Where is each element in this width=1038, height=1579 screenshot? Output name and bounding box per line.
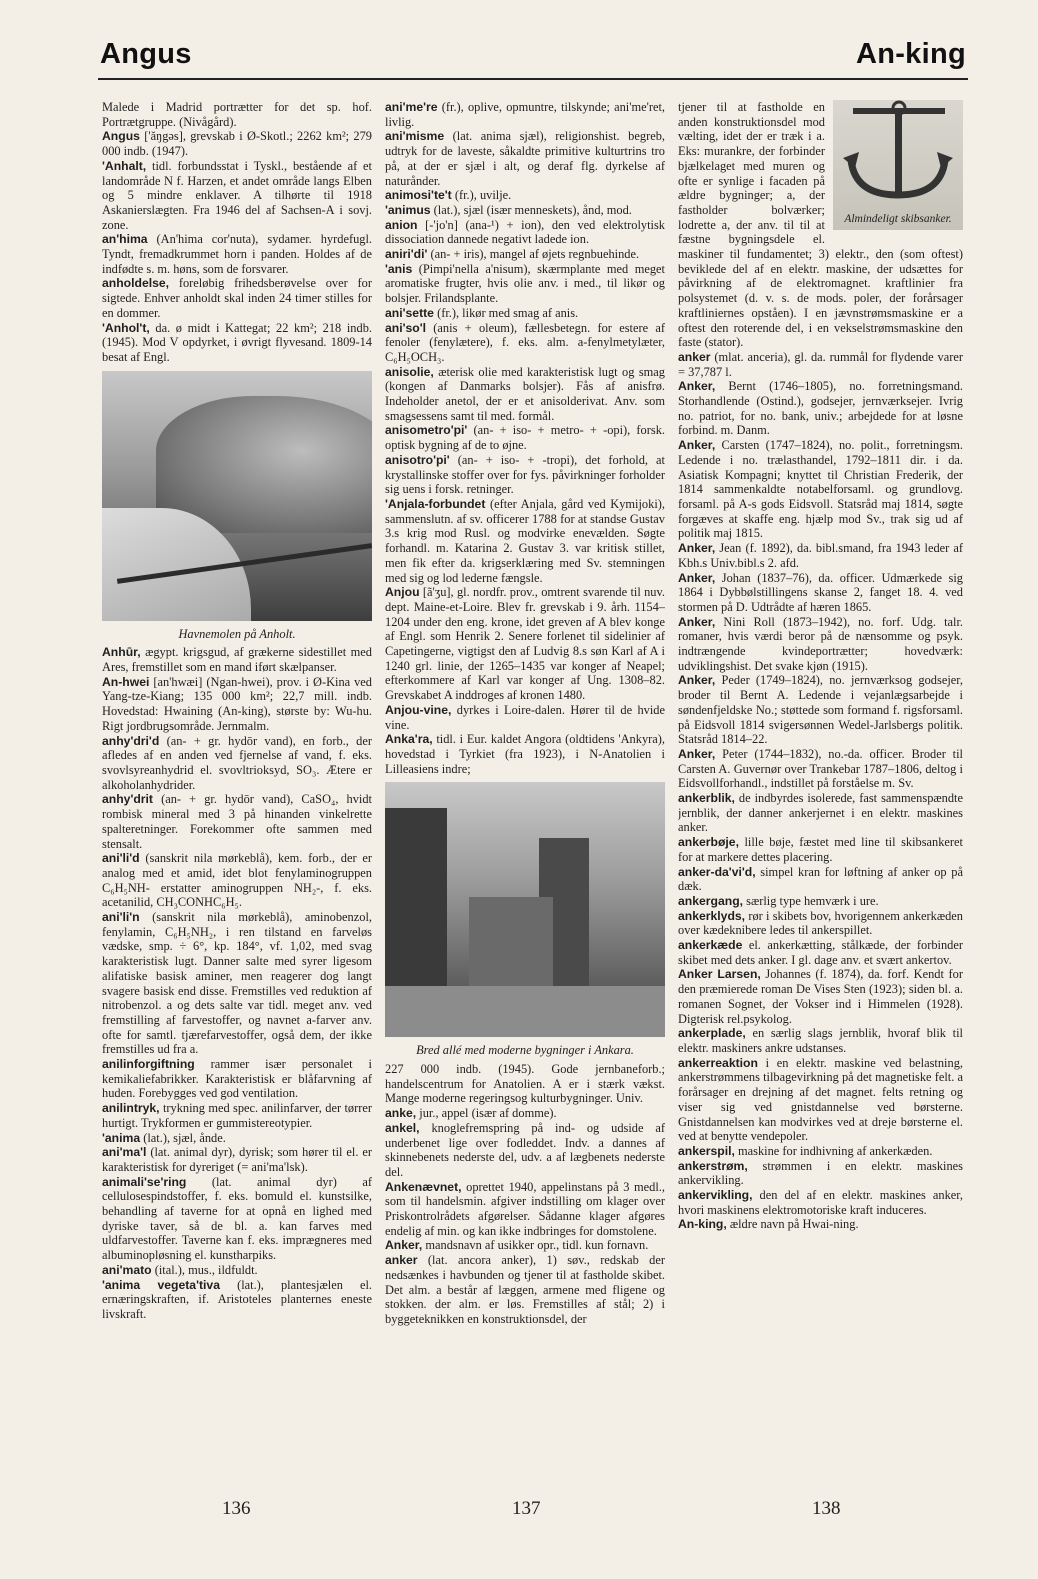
entry	[678, 1026, 963, 1055]
headword: 'anis	[385, 261, 413, 276]
entry-text: rammer især personalet i kemikaliefabrikker. Karakteristisk er blåfarvning af huden. Forebygges ved god ventilation.	[102, 1057, 372, 1101]
entry-text: Bernt (1746–1805), no. forretningsmand. Storhandlende (Ostind.), godsejer, jernværksejer. Ivrig no. patriot, for no. bank, univ.; arbejdede for at løsne forbind. m. Danm.	[678, 379, 963, 438]
headword: anke,	[385, 1106, 417, 1121]
entry	[678, 1188, 963, 1217]
entry-text: da. ø midt i Kattegat; 22 km²; 218 indb. (1945). Mod V opdyrket, i øvrigt flyvesand. 1809-14 besat af Engl.	[102, 320, 372, 364]
figure-caption: Almindeligt skibsanker.	[844, 213, 952, 225]
entry-text: tidl. i Eur. kaldet Angora (oldtidens 'Ankyra), hovedstad i Tyrkiet (fra 1923), i N-Anatolien i Lilleasiens indre;	[385, 732, 665, 776]
entry-text: [an'hwæi] (Ngan-hwei), prov. i Ø-Kina ved Yang-tze-Kiang; 135 000 km²; 22,7 mill. indb. Hovedstad: Hwaining (An-king), største by: Wu-hu. Rigt jordbrugsområde. Jernmalm.	[102, 674, 372, 733]
headword: Anker,	[678, 673, 716, 688]
entry	[385, 1121, 665, 1180]
headword: Ankenævnet,	[385, 1179, 462, 1194]
headword: ani'mato	[102, 1262, 152, 1277]
headword: ankerblik,	[678, 791, 735, 806]
entry-text: (fr.), uvilje.	[451, 188, 512, 203]
entry	[678, 967, 963, 1026]
entry	[678, 1159, 963, 1188]
entry-text: (anis + oleum), fællesbetegn. for estere af fenoler (fenylætere), f. eks. alm. a-fenylmetylæter, C₆H₅OCH₃.	[385, 320, 665, 364]
headword: ani'me're	[385, 100, 438, 114]
entry-text: tidl. forbundsstat i Tyskl., bestående af et landområde N f. Harzen, et andet område langs Elben og 5 mindre enklaver. A tilhørte til 1918 Askanierslægten. Fra 1946 del af Sachsen-A i sovj. zone.	[102, 158, 372, 232]
entry-text: mandsnavn af usikker opr., tidl. kun fornavn.	[422, 1238, 649, 1253]
entry-text: (lat.), sjæl, ånde.	[140, 1130, 226, 1145]
entry-text: Johan (1837–76), da. officer. Udmærkede sig 1864 i Dybbølstillingens skanse 2, fanget 18. 4. ved stormen på D. Udtrådte af hæren 1865.	[678, 570, 963, 614]
entry-text: knoglefremspring på ind- og udside af underbenet lige over fodleddet. Indv. a dannes af skinnebenets nederste del, udv. a af lægbenets nederste del.	[385, 1120, 665, 1179]
headword: An-hwei	[102, 674, 150, 689]
entry	[678, 1056, 963, 1144]
headword: ankerplade,	[678, 1026, 746, 1041]
entry	[678, 894, 963, 909]
entry	[385, 306, 665, 321]
entry	[102, 232, 372, 276]
entry	[385, 497, 665, 585]
headword: anholdelse,	[102, 276, 170, 291]
headword: Anka'ra,	[385, 732, 433, 747]
headword: animali'se'ring	[102, 1174, 187, 1189]
headword: 'animus	[385, 202, 431, 217]
entry-text: [-'jo'n] (ana-¹) + ion), den ved elektrolytisk dissociation dannede negativt ladede ion.	[385, 217, 665, 247]
headword: ani'li'n	[102, 910, 140, 925]
entry	[678, 541, 963, 570]
headword: 'Anjala-forbundet	[385, 496, 486, 511]
entry-text: ['ăŋgəs], grevskab i Ø-Skotl.; 2262 km²; 279 000 indb. (1947).	[102, 129, 372, 159]
entry-text: (mlat. anceria), gl. da. rummål for flydende varer = 37,787 l.	[678, 349, 963, 379]
figure-caption: Bred allé med moderne bygninger i Ankara.	[416, 1043, 634, 1058]
entry	[102, 1057, 372, 1101]
entry-text: Peter (1744–1832), no.-da. officer. Broder til Carsten A. Guvernør over Trankebar 1787–1806, deltog i Eidsvollforhandl., indstillet på forståelse m. Sv.	[678, 746, 963, 791]
entry-text: el. ankerkætting, stålkæde, der forbinder skibet med dets anker. I gl. dage anv. et svært ankertov.	[678, 938, 963, 967]
headword: ankerkæde	[678, 938, 743, 953]
entry	[102, 910, 372, 1057]
entry-text: (lat. animal dyr) af cellulosespindstoffer, f. eks. bomuld el. kunstsilke, behandling af taverne for at opnå en lighed med dyriske taver, så de bl. a. kan farves med uldfarvestoffer. Taverne kan f. eks. imprægneres med albuminopløsning el. kunstharpiks.	[102, 1174, 372, 1263]
entry-text: den del af en elektr. maskines anker, hvori maskinens elektromotoriske kraft induceres.	[678, 1188, 963, 1217]
figure-anholt	[102, 371, 372, 642]
headword: Anjou-vine,	[385, 702, 452, 717]
entry-text: Jean (f. 1892), da. bibl.smand, fra 1943 leder af Kbh.s Univ.bibl.s 2. afd.	[678, 541, 963, 570]
entry-text: (an- + iris), mangel af øjets regnbuehinde.	[427, 247, 640, 262]
headword: Anker,	[678, 746, 716, 761]
headword: Anker,	[678, 614, 716, 629]
headword: anion	[385, 217, 418, 232]
headword: anhy'drit	[102, 792, 153, 807]
headword: anisometro'pi'	[385, 423, 468, 438]
headword: an'hima	[102, 232, 148, 247]
entry-text: (an- + gr. hydōr vand), en forb., der afledes af en anden ved fjernelse af vand, f. eks. svovlsyreanhydrid el. svovltrioksyd, SO₃. Ætere er alkoholanhydrider.	[102, 733, 372, 792]
headword: anker	[678, 349, 711, 364]
entry-text: 227 000 indb. (1945). Gode jernbaneforb.; handelscentrum for Anatolien. A er i stærk vækst. Mange moderne regeringsog kulturbygninger. Univ.	[385, 1062, 665, 1106]
entry-text: trykning med spec. anilinfarver, der tørrer hurtigt. Trykformen er gummistereotypier.	[102, 1101, 372, 1130]
headword: Anker,	[678, 438, 716, 453]
entry	[102, 851, 372, 910]
entry-text: (sanskrit nila mørkeblå), kem. forb., der er analog med et amid, idet blot fenylaminogruppen C₆H₅NH- erstatter aminogruppen NH₂-, f. eks. acetanilid, CH₃CONHC₆H₅.	[102, 851, 372, 910]
page-number-middle: 137	[512, 1498, 541, 1519]
entry-text: Peder (1749–1824), no. jernværksog godsejer, broder til Bernt A. Ledende i vejanlægsarbejde i søndenfjeldske No.; støttede som formand f. rigsforsaml. på Eidsvoll 1814 svigersønnen Wedel-Jarlsbergs politik. Statsråd 1814–22.	[678, 673, 963, 747]
headword: Anhūr,	[102, 645, 141, 660]
headword: Angus	[102, 129, 140, 144]
entry-text: Nini Roll (1873–1942), no. forf. Udg. talr. romaner, hvis værdi beror på de nænsomme og psyk. indtrængende kvindeportrætter; hovedværk: udviklingshist. Det svake kjøn (1915).	[678, 614, 963, 673]
entry-text: æterisk olie med karakteristisk lugt og smag (kongen af Danmarks bolsjer). Fås af anisfrø. Indeholder anetol, der er et anisolderivat. Anv. som smagsessens samt til med. formål.	[385, 364, 665, 423]
entry	[678, 1217, 963, 1232]
entry-text: (fr.), likør med smag af anis.	[433, 305, 579, 320]
column-3	[678, 100, 963, 1495]
entry	[385, 247, 665, 262]
entry-text: (sanskrit nila mørkeblå), aminobenzol, fenylamin, C₆H₅NH₂, i ren tilstand en farveløs vædske, smp. ÷ 6°, kp. 184°, vf. 1,02, med svag karakteristisk lugt. Danner salte med syrer ligesom alifatiske basisk aminer, men reagerer dog langt svagere basisk end disse. Fremstilles ved reduktion af nitrobenzol. a og dets salte var tidl. meget anv. ved fremstilling af farvestoffer, og navnet a-farver anv. ofte for samtl. tjærefarvestoffer, også dem, der ikke fremstilles ud fra a.	[102, 910, 372, 1057]
entry	[385, 703, 665, 732]
headword: ankerbøje,	[678, 835, 739, 850]
page-number-right: 138	[812, 1498, 841, 1519]
entry-text: (ital.), mus., ildfuldt.	[151, 1262, 258, 1277]
entry	[678, 350, 963, 379]
entry	[102, 1101, 372, 1130]
entry	[678, 909, 963, 938]
entry	[385, 218, 665, 247]
entry-text: jur., appel (især af domme).	[416, 1106, 557, 1121]
entry-text: foreløbig frihedsberøvelse over for sigtede. Enhver anholdt skal inden 24 timer stilles for en dommer.	[102, 276, 372, 320]
anchor-icon	[833, 100, 963, 205]
entry-text: (lat. anima sjæl), religionshist. begreb, udtryk for de laveste, såkaldte primitive kulturtrins tro på, at der er sjæl i alt, og deraf flg. dyrkelse af naturånder.	[385, 129, 665, 188]
entry-text: ældre navn på Hwai-ning.	[726, 1217, 859, 1232]
headword: Anker,	[678, 541, 716, 556]
headword: 'anima vegeta'tiva	[102, 1277, 220, 1292]
headword: Anker,	[678, 379, 716, 394]
entry	[385, 1238, 665, 1253]
photo-road	[385, 986, 665, 1037]
photo-building	[469, 897, 553, 986]
entry	[678, 1144, 963, 1159]
headword: 'Anhol't,	[102, 320, 150, 335]
entry-text: Johannes (f. 1874), da. forf. Kendt for den præmierede roman De Vises Sten (1923); siden bl. a. romanen Sognet, der Vokser ind i Himmelen (1928). Digterisk rel.psykolog.	[678, 967, 963, 1026]
entry	[102, 159, 372, 233]
headword: ankerstrøm,	[678, 1158, 748, 1173]
entry-text: (lat. ancora anker), 1) søv., redskab der nedsænkes i havbunden og tjener til at fastholde skibet. Det alm. a består af læggen, armene med fligene og stokken. der alm. er løs. Fremstilles af stål; 2) i byggeteknikken en konstruktionsdel, der	[385, 1253, 665, 1326]
entry	[678, 615, 963, 674]
headword: Anjou	[385, 585, 420, 600]
page-number-left: 136	[222, 1498, 251, 1519]
entry	[385, 1106, 665, 1121]
headword: anilintryk,	[102, 1101, 160, 1116]
headword: ankervikling,	[678, 1188, 753, 1203]
headword: Anker,	[678, 570, 716, 585]
entry	[678, 747, 963, 791]
entry-text: (efter Anjala, gård ved Kymijoki), sammenslutn. af sv. officerer 1788 for at standse Gustav 3.s krig mod Rusl. og modvirke enevælden. Søgte forhandl. m. Katarina 2. Gustav 3. var kritisk stillet, men fik efter da. krigserklæring med Sv. stemningen med sig og lod lederne fængsle.	[385, 496, 665, 585]
entry	[385, 585, 665, 703]
entry	[385, 453, 665, 497]
figure-ankara	[385, 782, 665, 1058]
headword: anker-da'vi'd,	[678, 864, 756, 879]
entry	[102, 1278, 372, 1322]
entry	[385, 732, 665, 776]
header-rule	[98, 78, 968, 80]
entry	[678, 673, 963, 747]
header-left-guide-word: Angus	[100, 38, 192, 70]
headword: ankerspil,	[678, 1143, 735, 1158]
headword: ani'sette	[385, 305, 434, 320]
entry-text: dyrkes i Loire-dalen. Hører til de hvide vine.	[385, 702, 665, 732]
entry	[102, 1175, 372, 1263]
entry-text: rør i skibets bov, hvorigennem ankerkæden over kædeknibere ledes til ankerspillet.	[678, 908, 963, 938]
headword: ani'misme	[385, 129, 445, 144]
entry-text: (an- + iso- + -tropi), det forhold, at krystallinske stoffer over for fys. påvirkninger forholder sig uens i forsk. retninger.	[385, 452, 665, 497]
photo-ankara-avenue	[385, 782, 665, 1037]
entry	[102, 675, 372, 734]
entry	[678, 791, 963, 835]
entry	[385, 1180, 665, 1239]
headword: anisotro'pi'	[385, 452, 450, 467]
entry-text: (An'hima cor'nuta), sydamer. hyrdefugl. Tyndt, fremadkrummet horn i panden. Holdes af de indfødte s. m. høns, som de forsvarer.	[102, 232, 372, 276]
entry	[678, 379, 963, 438]
entry-text: (lat. animal dyr), dyrisk; som hører til el. er karakteristisk for dyreriget (= ani'ma'lsk).	[102, 1145, 372, 1174]
entry	[102, 1145, 372, 1174]
entry	[102, 276, 372, 320]
entry	[678, 865, 963, 894]
entry-text: særlig type hemværk i ure.	[743, 893, 879, 908]
header-right-guide-word: An-king	[855, 38, 966, 70]
figure-anchor	[833, 100, 963, 230]
entry	[678, 438, 963, 541]
photo-trees	[385, 808, 447, 987]
headword: 'Anhalt,	[102, 158, 147, 173]
entry	[385, 203, 665, 218]
entry-text: (fr.), oplive, opmuntre, tilskynde; ani'me'ret, livlig.	[385, 100, 665, 129]
entry-text: (lat.), plantesjælen el. ernæringskraften, if. Aristoteles planternes eneste livskraft.	[102, 1277, 372, 1321]
entry-text: [ã'ʒu], gl. nordfr. prov., omtrent svarende til nuv. dept. Maine-et-Loire. Blev fr. grevskab i 9. årh. 1154–1204 under den eng. krone, idet greven af A blev konge af Engl. som Henrik 2. Senere forlenet til sidelinier af Capetingerne, vigtigst den af Ludvig 8.s søn Karl af A i 1240 grl. linie, der 1265–1435 var konger af Neapel; efterkommere af Karl var konger af Ung. 1308–82. Grevskabet A inddroges af kronen 1480.	[385, 585, 665, 703]
entry	[678, 938, 963, 967]
entry-text: en særlig slags jernblik, hvoraf blik til elektr. maskiners ankre udstanses.	[678, 1026, 963, 1055]
entry-text: (Pimpi'nella a'nisum), skærmplante med meget aromatiske frugter, hvis olie anv. i med., til likør og bolsjer. Frilandsplante.	[385, 261, 665, 306]
entry-text: strømmen i en elektr. maskines ankervikling.	[678, 1158, 963, 1188]
entry	[678, 835, 963, 864]
entry	[102, 321, 372, 365]
entry	[385, 129, 665, 188]
entry	[385, 188, 665, 203]
headword: ankerklyds,	[678, 908, 746, 923]
headword: aniri'di'	[385, 247, 428, 262]
headword: anker	[385, 1253, 418, 1268]
entry-text: Malede i Madrid portrætter for det sp. hof. Portrætgruppe. (Nivågård).	[102, 100, 372, 129]
headword: ani'so'l	[385, 320, 427, 335]
entry	[102, 734, 372, 793]
headword: Anker,	[385, 1238, 423, 1253]
entry	[385, 365, 665, 424]
entry-text: (lat.), sjæl (især menneskets), ånd, mod.	[430, 202, 632, 217]
headword: Anker Larsen,	[678, 967, 761, 982]
entry	[102, 792, 372, 851]
entry	[385, 262, 665, 306]
entry-text: Carsten (1747–1824), no. polit., forretningsm. Ledende i no. trælasthandel, 1792–1811 dir. i da. Asiatisk Kompagni; knyttet til Christian Frederik, der 1814 sammenkaldte notabelforsaml. og grundlovg. forsaml. på A-s gods Eidsvoll. Statsråd maj 1814, søgte forgæves at skaffe eng. hjælp mod Sv., trak sig ud af politik maj 1815.	[678, 438, 963, 541]
entry-text: (an- + iso- + metro- + -opi), forsk. optisk bygning af de to øjne.	[385, 423, 665, 453]
entry	[678, 571, 963, 615]
entry-text: (an- + gr. hydōr vand), CaSO₄, hvidt rombisk mineral med 3 på hinanden vinkelrette spalteretninger. Forekommer ofte sammen med stensalt.	[102, 792, 372, 851]
headword: anisolie,	[385, 364, 434, 379]
entry	[385, 100, 665, 129]
entry	[102, 1131, 372, 1146]
entry-text: maskine for indhivning af ankerkæden.	[734, 1143, 933, 1158]
figure-caption: Havnemolen på Anholt.	[178, 626, 296, 641]
headword: ankergang,	[678, 893, 744, 908]
headword: 'anima	[102, 1130, 141, 1145]
entry	[102, 1263, 372, 1278]
entry-text: oprettet 1940, appelinstans på 3 medl., som til handelsmin. afgiver indstilling om klager over Priskontrolrådets afgørelser. Sådanne klager afgøres endelig af min. og kan ikke indbringes for domstolene.	[385, 1179, 665, 1238]
column-1	[102, 100, 372, 1495]
headword: anilinforgiftning	[102, 1057, 195, 1072]
entry	[102, 645, 372, 674]
headword: ankel,	[385, 1120, 420, 1135]
entry	[102, 129, 372, 158]
entry	[385, 423, 665, 452]
column-2	[385, 100, 665, 1495]
photo-harbor-pier	[102, 371, 372, 621]
headword: ani'ma'l	[102, 1145, 147, 1160]
headword: ani'li'd	[102, 851, 140, 866]
headword: An-king,	[678, 1217, 727, 1232]
entry-text: tjener til at fastholde en anden konstruktionsdel mod vælting, idet der er træk i a. Eks: murankre, der forbinder bjælkelaget med muren og ofte er synlige i facaden på ældre bygninger; a, der fastholder bolværker; lodrette a, der anv. til til at fæstne bygningsdele el. maskiner til fundamentet; 3) elektr., den (som oftest) beviklede del af en elektr. maskine, der udsættes for påvirkning af de elektromagnet. kraftlinier fra polsystemet (d. v. s. de mods. poler, der forårsager kraftliniernes opståen). I en jævnstrømsmaskine er a oftest den roterende del, i en vekselstrømsmaskine den faste (stator).	[678, 100, 963, 350]
headword: ankerreaktion	[678, 1055, 758, 1070]
entry-text: i en elektr. maskine ved belastning, ankerstrømmens tilbagevirkning på det magnetiske felt. a forårsager en drejning af det magnet. felts retning og viser sig ved gnistdannelse ved børsterne. Gnistdannelsen kan modvirkes ved at dreje børsterne el. ved at benytte vendepoler.	[678, 1055, 963, 1144]
headword: anhy'dri'd	[102, 733, 160, 748]
entry	[385, 321, 665, 365]
entry-text: ægypt. krigsgud, af grækerne sidestillet med Ares, fremstillet som en mand iført skælpanser.	[102, 645, 372, 675]
entry-text: simpel kran for løftning af anker op på dæk.	[678, 864, 963, 894]
entry-text: lille bøje, fæstet med line til skibsankeret for at markere dettes placering.	[678, 835, 963, 864]
headword: animosi'te't	[385, 188, 452, 203]
entry-text: de indbyrdes isolerede, fast sammenspændte jernblik, der danner ankerjernet i en elektr. maskines anker.	[678, 791, 963, 835]
entry	[385, 1253, 665, 1327]
